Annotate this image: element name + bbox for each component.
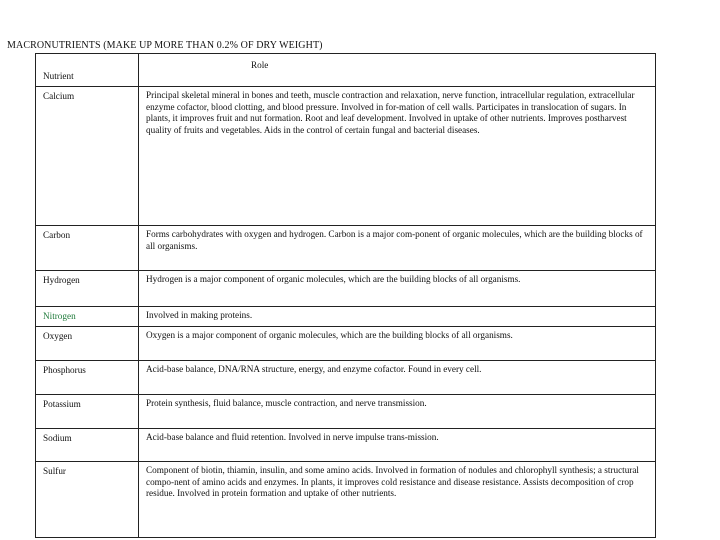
nutrient-role: Acid-base balance and fluid retention. Involved in nerve impulse trans-mission. bbox=[139, 429, 656, 462]
table-row bbox=[36, 429, 656, 462]
nutrient-name: Oxygen bbox=[36, 327, 139, 361]
nutrient-name: Carbon bbox=[36, 226, 139, 271]
nutrient-role: Component of biotin, thiamin, insulin, and some amino acids. Involved in formation of nodules and chlorophyll synthesis; a structural compo-nent of amino acids and enzymes. In plants, it improves cold resistance and disease resistance. Assists decomposition of crop residue. Involved in protein formation and uptake of other nutrients. bbox=[139, 462, 656, 538]
nutrient-role: Principal skeletal mineral in bones and teeth, muscle contraction and relaxation, nerve function, intracellular regulation, extracellular enzyme cofactor, blood clotting, and blood pressure. Involved in for-mation of cell walls. Participates in translocation of sugars. In plants, it improves fruit and nut formation. Root and leaf development. Involved in uptake of other nutrients. Improves postharvest quality of fruits and vegetables. Aids in the control of certain fungal and bacterial diseases. bbox=[139, 87, 656, 226]
nutrient-role: Acid-base balance, DNA/RNA structure, energy, and enzyme cofactor. Found in every cell. bbox=[139, 361, 656, 395]
table-row bbox=[36, 462, 656, 538]
nutrient-name: Sodium bbox=[36, 429, 139, 462]
table-row bbox=[36, 361, 656, 395]
nutrient-name: Potassium bbox=[36, 395, 139, 429]
nutrient-name: Hydrogen bbox=[36, 271, 139, 307]
table-row bbox=[36, 271, 656, 307]
nutrient-name: Phosphorus bbox=[36, 361, 139, 395]
nutrient-role: Hydrogen is a major component of organic molecules, which are the building blocks of all organisms. bbox=[139, 271, 656, 307]
nutrient-role: Forms carbohydrates with oxygen and hydrogen. Carbon is a major com-ponent of organic molecules, which are the building blocks of all organisms. bbox=[139, 226, 656, 271]
nutrient-name: Calcium bbox=[36, 87, 139, 226]
table-row bbox=[36, 87, 656, 226]
nutrient-role: Protein synthesis, fluid balance, muscle contraction, and nerve transmission. bbox=[139, 395, 656, 429]
table-header-row bbox=[36, 54, 656, 87]
table-row bbox=[36, 327, 656, 361]
page-title: MACRONUTRIENTS (MAKE UP MORE THAN 0.2% OF DRY WEIGHT) bbox=[7, 40, 323, 51]
nutrient-table bbox=[35, 53, 656, 538]
table-row bbox=[36, 307, 656, 327]
nutrient-role: Involved in making proteins. bbox=[139, 307, 656, 327]
table-row bbox=[36, 226, 656, 271]
table-row bbox=[36, 395, 656, 429]
nutrient-name-nitrogen: Nitrogen bbox=[36, 307, 139, 327]
column-header-role: Role bbox=[139, 54, 656, 87]
nutrient-name: Sulfur bbox=[36, 462, 139, 538]
nutrient-role: Oxygen is a major component of organic molecules, which are the building blocks of all organisms. bbox=[139, 327, 656, 361]
column-header-nutrient: Nutrient bbox=[36, 54, 139, 87]
